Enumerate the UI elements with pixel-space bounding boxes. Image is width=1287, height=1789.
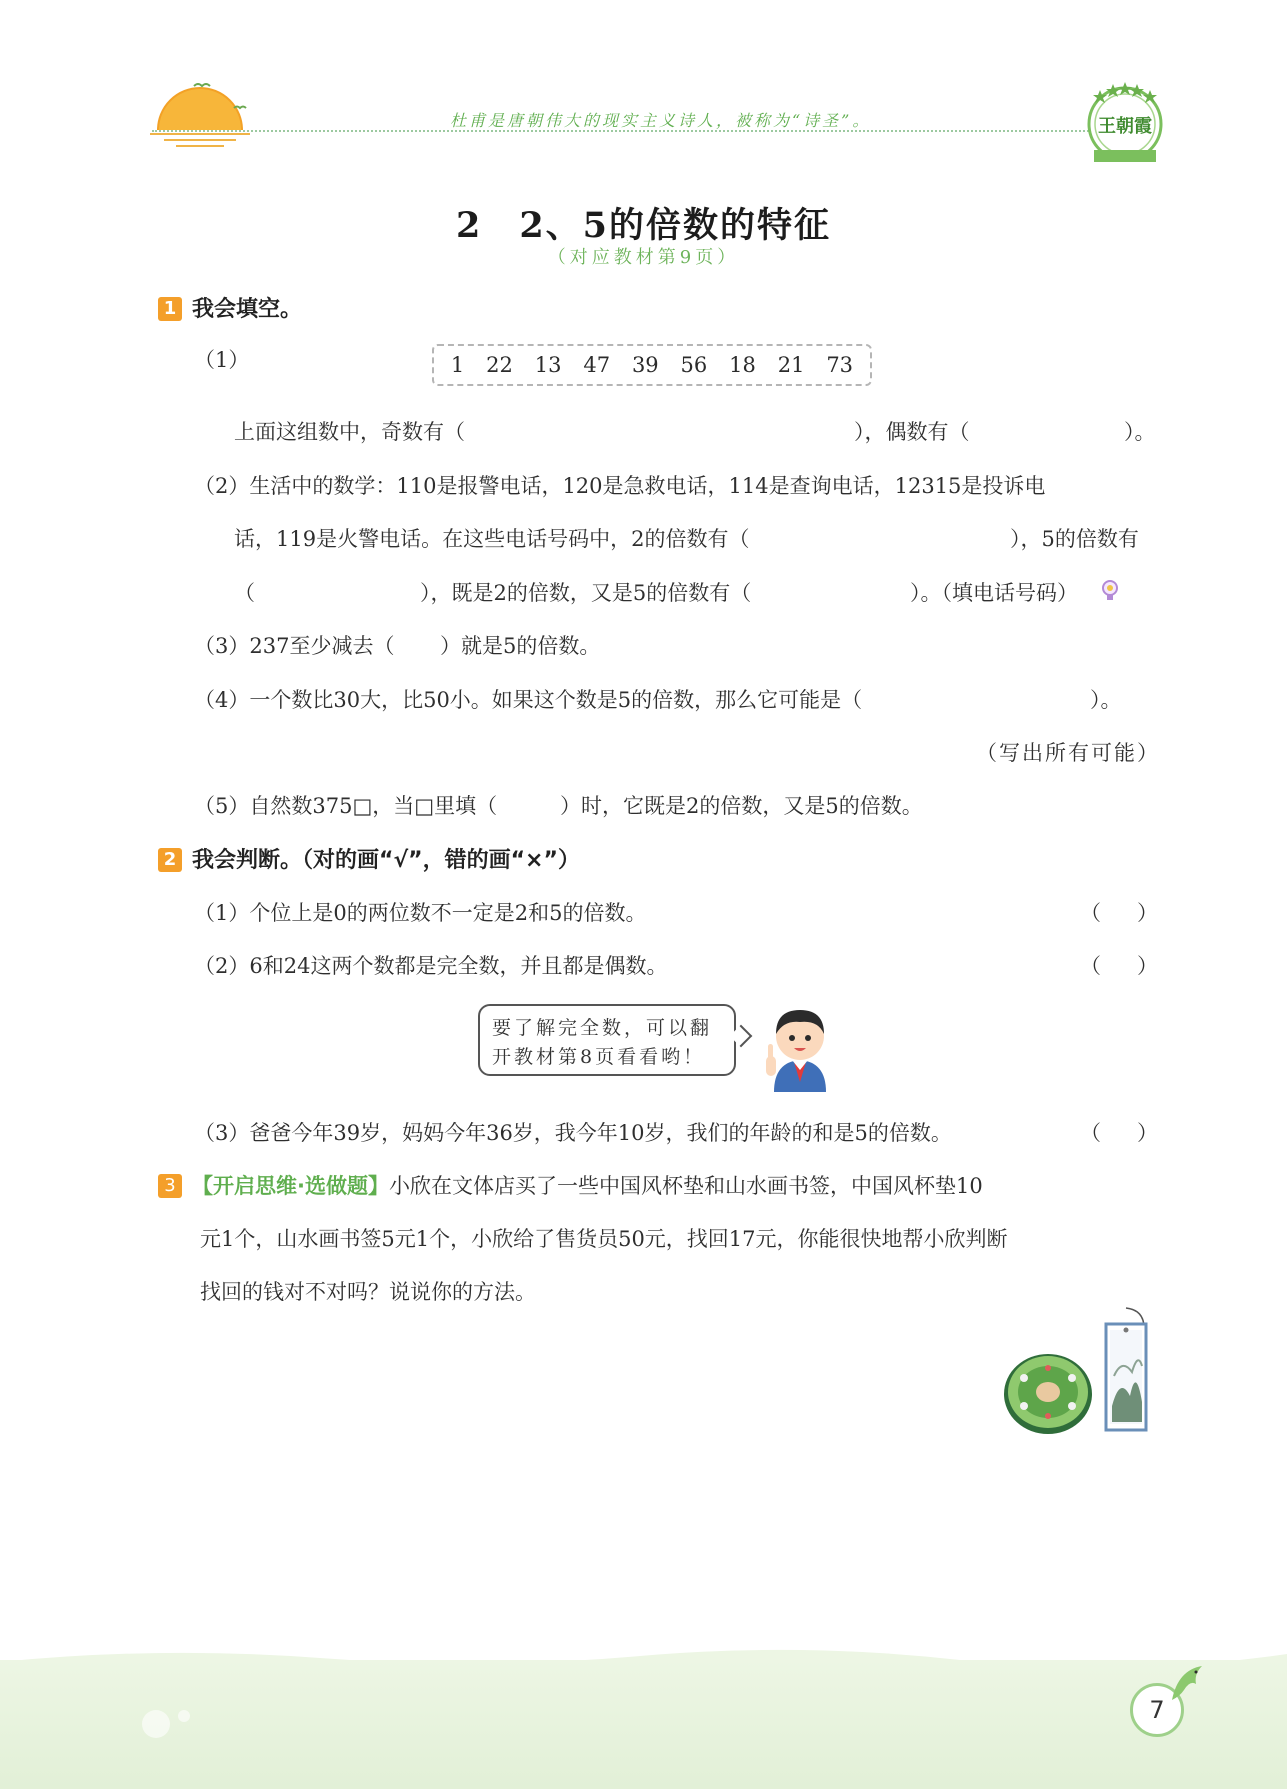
page-subtitle: （对应教材第9页） xyxy=(547,247,740,268)
number-item: 56 xyxy=(680,353,708,377)
judge-item-1: （1）个位上是0的两位数不一定是2和5的倍数。 xyxy=(194,901,647,925)
answer-blank-2[interactable]: （ ） xyxy=(1080,954,1158,978)
q1-text-even: ），偶数有（ xyxy=(854,420,970,444)
q1-text-end: ）。 xyxy=(1124,420,1156,444)
brand-logo-icon xyxy=(1080,76,1170,166)
q5-a: （5）自然数375□，当□里填（ xyxy=(194,794,498,818)
q4-note: （写出所有可能） xyxy=(976,741,1160,765)
section2-heading xyxy=(158,843,580,874)
q3-b: ）就是5的倍数。 xyxy=(440,634,601,658)
dolphin-icon xyxy=(1168,1660,1208,1708)
section2-number-badge: 2 xyxy=(158,848,182,872)
section3-text-1: 小欣在文体店买了一些中国风杯垫和山水画书签，中国风杯垫10 xyxy=(388,1174,983,1198)
judge-item-2: （2）6和24这两个数都是完全数，并且都是偶数。 xyxy=(194,954,668,978)
q2-line3-a: （ xyxy=(234,581,255,605)
number-item: 39 xyxy=(631,353,659,377)
q2-line3-b: ），既是2的倍数，又是5的倍数有（ xyxy=(420,581,752,605)
section3-number-badge: 3 xyxy=(158,1174,182,1198)
number-item: 1 xyxy=(450,353,465,377)
q4-a: （4）一个数比30大，比50小。如果这个数是5的倍数，那么它可能是（ xyxy=(194,688,863,712)
header-quote: 杜甫是唐朝伟大的现实主义诗人，被称为“诗圣”。 xyxy=(450,111,872,130)
number-item: 22 xyxy=(486,353,513,377)
coaster-icon xyxy=(1000,1348,1096,1438)
sunset-icon xyxy=(150,78,260,156)
bookmark-icon xyxy=(1100,1306,1152,1432)
hint-bulb-icon xyxy=(1100,578,1120,604)
q2-line2-a: 话，119是火警电话。在这些电话号码中，2的倍数有（ xyxy=(234,527,750,551)
bubble-line-2: 开教材第8页看看哟！ xyxy=(492,1046,706,1068)
section3-tag: 【开启思维·选做题】 xyxy=(192,1174,389,1198)
number-item: 18 xyxy=(729,353,756,377)
answer-blank-1[interactable]: （ ） xyxy=(1080,901,1158,925)
number-item: 47 xyxy=(583,353,611,377)
speech-bubble xyxy=(478,1004,736,1076)
number-set-box xyxy=(432,344,872,386)
section3-line1 xyxy=(158,1170,983,1200)
section3-line3: 找回的钱对不对吗？说说你的方法。 xyxy=(200,1280,536,1304)
q2-line3-c: ）。（填电话号码） xyxy=(910,581,1078,605)
judge-item-3: （3）爸爸今年39岁，妈妈今年36岁，我今年10岁，我们的年龄的和是5的倍数。 xyxy=(194,1121,952,1145)
footer-bubbles-icon xyxy=(140,1700,200,1750)
section2-heading-text: 我会判断。（对的画“√”，错的画“×”） xyxy=(192,848,580,873)
page-number: 7 xyxy=(1130,1683,1184,1737)
number-item: 73 xyxy=(826,353,854,377)
q1-text-odd: 上面这组数中，奇数有（ xyxy=(234,420,465,444)
answer-blank-3[interactable]: （ ） xyxy=(1080,1121,1158,1145)
q1-label: （1） xyxy=(194,348,250,372)
q2-line1: （2）生活中的数学：110是报警电话，120是急救电话，114是查询电话，12315是投诉电 xyxy=(194,474,1046,498)
q4-b: ）。 xyxy=(1090,688,1122,712)
q3-a: （3）237至少减去（ xyxy=(194,634,395,658)
q5-b: ）时，它既是2的倍数，又是5的倍数。 xyxy=(560,794,923,818)
number-item: 13 xyxy=(534,353,562,377)
section1-number-badge: 1 xyxy=(158,297,182,321)
section1-heading xyxy=(158,292,302,323)
number-item: 21 xyxy=(777,353,805,377)
bubble-line-1: 要了解完全数，可以翻 xyxy=(492,1017,713,1039)
boy-character-icon xyxy=(760,1000,840,1092)
logo-text: 王朝霞 xyxy=(1098,116,1152,137)
section3-line2: 元1个，山水画书签5元1个，小欣给了售货员50元，找回17元，你能很快地帮小欣判断 xyxy=(200,1227,1008,1251)
section1-heading-text: 我会填空。 xyxy=(192,297,303,322)
page-title: 2 2、5的倍数的特征 xyxy=(455,205,832,246)
q2-line2-b: ），5的倍数有 xyxy=(1010,527,1139,551)
